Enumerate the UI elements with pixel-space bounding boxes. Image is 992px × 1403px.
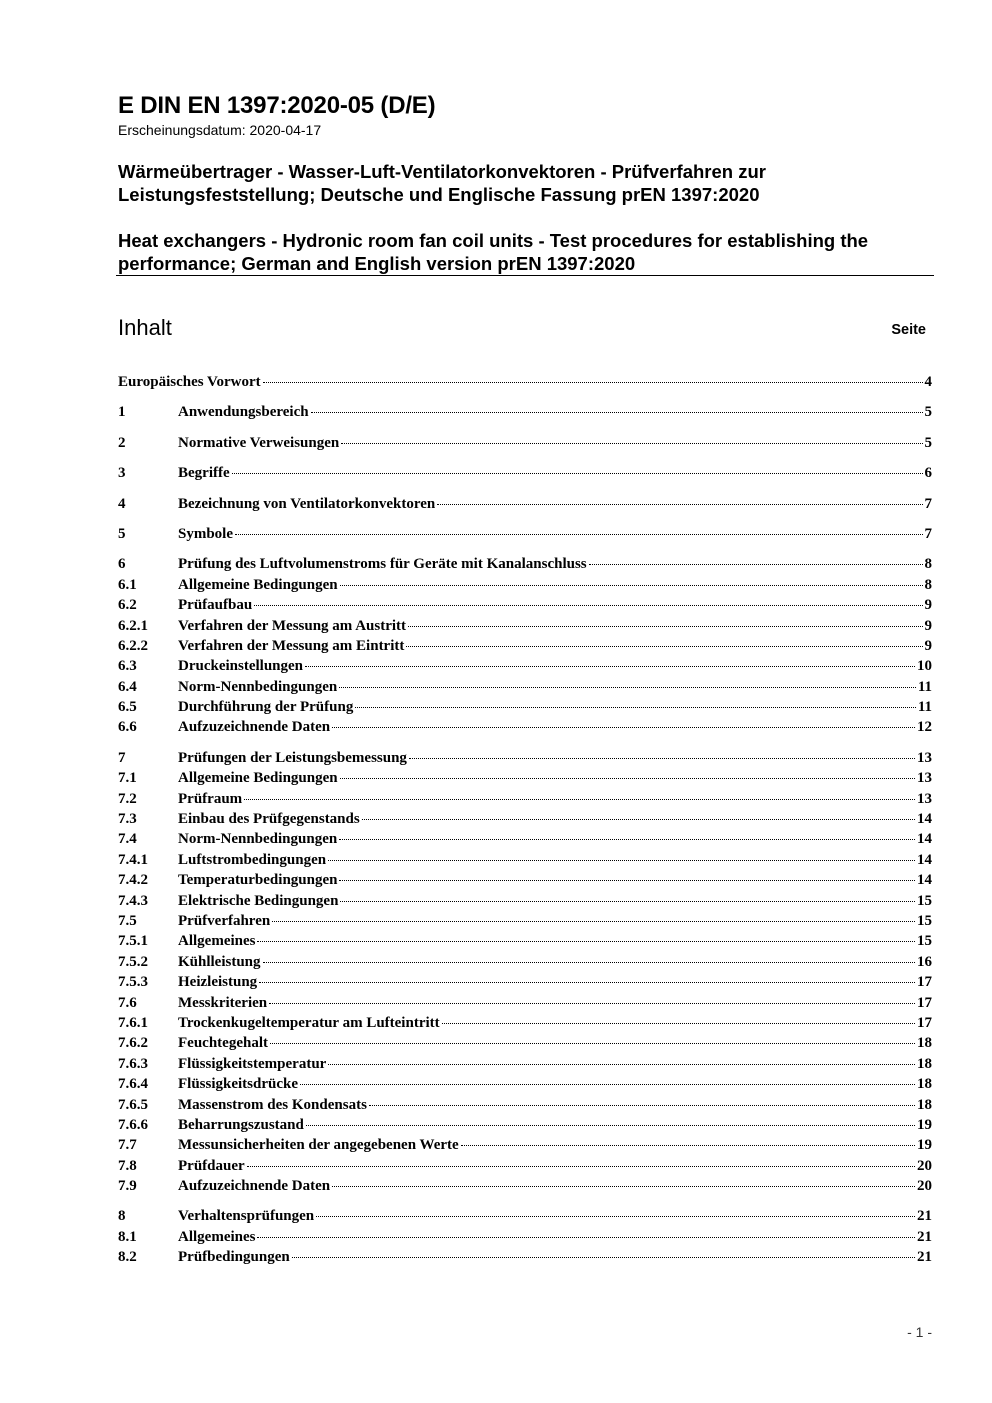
- toc-entry-page: 14: [917, 811, 932, 828]
- dot-leader: [259, 982, 915, 983]
- toc-entry-number: 8: [118, 1208, 126, 1225]
- toc-entry-number: 6.3: [118, 658, 137, 675]
- toc-entry-number: 7.5.3: [118, 974, 148, 991]
- dot-leader: [339, 687, 916, 688]
- toc-entry-page: 11: [917, 699, 932, 716]
- toc-entry-number: 7.7: [118, 1137, 137, 1154]
- page-number: - 1 -: [907, 1324, 932, 1340]
- dot-leader: [316, 1216, 915, 1217]
- toc-entry[interactable]: [118, 1135, 932, 1155]
- toc-entry-title: Bezeichnung von Ventilatorkonvektoren: [178, 495, 436, 512]
- toc-entry[interactable]: [118, 554, 932, 574]
- dot-leader: [461, 1145, 915, 1146]
- toc-entry-title: Allgemeine Bedingungen: [178, 576, 338, 593]
- toc-entry-number: 6.2.2: [118, 637, 148, 654]
- toc-entry-number: 7.6.5: [118, 1096, 148, 1113]
- toc-entry-title: Einbau des Prüfgegenstands: [178, 811, 360, 828]
- toc-entry[interactable]: [118, 595, 932, 615]
- toc-entry[interactable]: [118, 911, 932, 931]
- dot-leader: [340, 778, 915, 779]
- toc-entry[interactable]: [118, 1074, 932, 1094]
- toc-entry-number: 8.1: [118, 1228, 137, 1245]
- dot-leader: [247, 1166, 915, 1167]
- page-column-heading: Seite: [891, 322, 926, 338]
- dot-leader: [306, 1125, 915, 1126]
- toc-entry-page: 4: [924, 374, 932, 390]
- toc-entry-title: Verhaltensprüfungen: [178, 1208, 315, 1225]
- toc-entry-page: 18: [917, 1055, 932, 1072]
- toc-entry-number: 6.5: [118, 699, 137, 716]
- toc-entry-title: Druckeinstellungen: [178, 658, 304, 675]
- toc-entry-page: 13: [917, 790, 932, 807]
- dot-leader: [408, 626, 922, 627]
- dot-leader: [406, 646, 922, 647]
- table-of-contents: [118, 372, 932, 1268]
- toc-entry-page: 11: [917, 678, 932, 695]
- toc-entry-number: 7.5.1: [118, 933, 148, 950]
- dot-leader: [235, 534, 922, 535]
- toc-entry[interactable]: [118, 993, 932, 1013]
- toc-entry-number: 6.2: [118, 597, 137, 614]
- dot-leader: [292, 1257, 915, 1258]
- toc-entry-title: Norm-Nennbedingungen: [178, 678, 338, 695]
- toc-entry-title: Symbole: [178, 525, 234, 542]
- dot-leader: [340, 585, 923, 586]
- dot-leader: [263, 382, 923, 383]
- toc-entry-number: 7.6.4: [118, 1076, 148, 1093]
- toc-entry-page: 9: [924, 637, 932, 654]
- toc-entry-number: 6.1: [118, 576, 137, 593]
- dot-leader: [232, 473, 923, 474]
- toc-entry-page: 18: [917, 1096, 932, 1113]
- toc-entry[interactable]: [118, 748, 932, 768]
- toc-entry-page: 8: [924, 556, 932, 573]
- toc-entry-title: Trockenkugeltemperatur am Lufteintritt: [178, 1014, 440, 1031]
- toc-entry-page: 14: [917, 872, 932, 889]
- toc-entry-page: 15: [917, 912, 932, 929]
- toc-entry-title: Allgemeine Bedingungen: [178, 770, 338, 787]
- toc-entry-page: 18: [917, 1035, 932, 1052]
- toc-entry-number: 5: [118, 525, 126, 542]
- dot-leader: [257, 1237, 915, 1238]
- toc-entry-number: 7.1: [118, 770, 137, 787]
- dot-leader: [311, 412, 923, 413]
- toc-entry-number: 7.3: [118, 811, 137, 828]
- toc-entry[interactable]: [118, 697, 932, 717]
- toc-entry[interactable]: [118, 524, 932, 544]
- dot-leader: [355, 707, 916, 708]
- toc-entry-number: 2: [118, 434, 126, 451]
- toc-entry-title: Flüssigkeitsdrücke: [178, 1076, 299, 1093]
- toc-entry-number: 7.4: [118, 831, 137, 848]
- dot-leader: [369, 1105, 915, 1106]
- dot-leader: [589, 564, 923, 565]
- dot-leader: [270, 1043, 915, 1044]
- toc-entry[interactable]: [118, 575, 932, 595]
- toc-entry[interactable]: [118, 952, 932, 972]
- toc-entry[interactable]: [118, 891, 932, 911]
- toc-entry-number: 7.6.1: [118, 1014, 148, 1031]
- toc-entry[interactable]: [118, 972, 932, 992]
- toc-entry-title: Aufzuzeichnende Daten: [178, 1178, 331, 1195]
- toc-entry-page: 12: [917, 719, 932, 736]
- toc-entry-title: Normative Verweisungen: [178, 434, 340, 451]
- toc-entry-page: 7: [924, 495, 932, 512]
- toc-entry[interactable]: [118, 768, 932, 788]
- toc-entry-number: 7.8: [118, 1157, 137, 1174]
- toc-entry-title: Begriffe: [178, 465, 230, 482]
- toc-entry-page: 9: [924, 597, 932, 614]
- toc-entry-number: 8.2: [118, 1249, 137, 1266]
- toc-entry-page: 21: [917, 1208, 932, 1225]
- release-date: Erscheinungsdatum: 2020-04-17: [118, 122, 322, 138]
- dot-leader: [339, 839, 915, 840]
- toc-entry-number: 7.5: [118, 912, 137, 929]
- toc-entry-title: Norm-Nennbedingungen: [178, 831, 338, 848]
- toc-entry[interactable]: [118, 1033, 932, 1053]
- toc-entry-title: Massenstrom des Kondensats: [178, 1096, 367, 1113]
- toc-entry-title: Europäisches Vorwort: [118, 374, 261, 390]
- dot-leader: [305, 666, 915, 667]
- toc-entry[interactable]: [118, 656, 932, 676]
- toc-entry-page: 17: [917, 994, 932, 1011]
- toc-entry-number: 7.6.3: [118, 1055, 148, 1072]
- toc-entry-page: 13: [917, 770, 932, 787]
- toc-entry-title: Prüfverfahren: [178, 912, 271, 929]
- toc-entry[interactable]: [118, 402, 932, 422]
- toc-entry[interactable]: [118, 616, 932, 636]
- toc-entry-page: 17: [917, 1014, 932, 1031]
- toc-entry-page: 19: [917, 1137, 932, 1154]
- dot-leader: [254, 605, 922, 606]
- toc-entry-page: 18: [917, 1076, 932, 1093]
- toc-entry-number: 7.5.2: [118, 953, 148, 970]
- toc-entry-number: 7.6.6: [118, 1116, 148, 1133]
- toc-entry-page: 15: [917, 892, 932, 909]
- dot-leader: [362, 819, 915, 820]
- toc-entry-title: Kühlleistung: [178, 953, 261, 970]
- toc-entry[interactable]: [118, 829, 932, 849]
- toc-entry-title: Prüfraum: [178, 790, 243, 807]
- toc-entry-title: Beharrungszustand: [178, 1116, 304, 1133]
- toc-entry-page: 20: [917, 1178, 932, 1195]
- toc-entry-page: 5: [924, 404, 932, 421]
- dot-leader: [244, 799, 915, 800]
- toc-entry-number: 6.2.1: [118, 617, 148, 634]
- toc-entry-title: Heizleistung: [178, 974, 258, 991]
- toc-entry-title: Prüfungen der Leistungsbemessung: [178, 749, 407, 766]
- toc-entry-title: Anwendungsbereich: [178, 404, 309, 421]
- toc-entry-number: 7: [118, 749, 126, 766]
- toc-entry-title: Prüfdauer: [178, 1157, 245, 1174]
- toc-entry[interactable]: [118, 1054, 932, 1074]
- toc-entry-page: 15: [917, 933, 932, 950]
- toc-entry[interactable]: [118, 1095, 932, 1115]
- toc-entry-number: 4: [118, 495, 126, 512]
- dot-leader: [339, 880, 915, 881]
- toc-entry-number: 3: [118, 465, 126, 482]
- toc-entry-number: 7.4.1: [118, 851, 148, 868]
- toc-entry-page: 8: [924, 576, 932, 593]
- toc-entry[interactable]: [118, 636, 932, 656]
- toc-entry-page: 14: [917, 831, 932, 848]
- toc-entry-number: 7.4.2: [118, 872, 148, 889]
- toc-entry-page: 21: [917, 1249, 932, 1266]
- toc-entry[interactable]: [118, 463, 932, 483]
- toc-entry-number: 6: [118, 556, 126, 573]
- toc-entry[interactable]: [118, 809, 932, 829]
- toc-entry[interactable]: [118, 1013, 932, 1033]
- toc-entry[interactable]: [118, 931, 932, 951]
- dot-leader: [332, 727, 915, 728]
- dot-leader: [328, 860, 915, 861]
- toc-entry-page: 10: [917, 658, 932, 675]
- toc-entry-title: Messkriterien: [178, 994, 268, 1011]
- toc-entry-page: 16: [917, 953, 932, 970]
- toc-entry-title: Prüfaufbau: [178, 597, 253, 614]
- toc-entry-number: 7.6: [118, 994, 137, 1011]
- dot-leader: [300, 1084, 915, 1085]
- toc-entry-title: Allgemeines: [178, 933, 256, 950]
- toc-entry-page: 14: [917, 851, 932, 868]
- toc-entry-number: 6.4: [118, 678, 137, 695]
- toc-entry-page: 19: [917, 1116, 932, 1133]
- toc-heading: Inhalt: [118, 315, 172, 340]
- dot-leader: [442, 1023, 915, 1024]
- document-number: E DIN EN 1397:2020-05 (D/E): [118, 92, 436, 119]
- toc-entry[interactable]: [118, 1206, 932, 1226]
- toc-entry-title: Messunsicherheiten der angegebenen Werte: [178, 1137, 459, 1154]
- toc-entry[interactable]: [118, 1227, 932, 1247]
- toc-entry-title: Allgemeines: [178, 1228, 256, 1245]
- dot-leader: [269, 1003, 915, 1004]
- dot-leader: [409, 758, 915, 759]
- toc-entry[interactable]: [118, 1115, 932, 1135]
- toc-entry[interactable]: [118, 433, 932, 453]
- toc-entry-page: 17: [917, 974, 932, 991]
- toc-entry-page: 9: [924, 617, 932, 634]
- dot-leader: [332, 1186, 915, 1187]
- toc-entry-title: Verfahren der Messung am Eintritt: [178, 637, 405, 654]
- toc-entry-title: Feuchtegehalt: [178, 1035, 268, 1052]
- toc-entry-title: Prüfung des Luftvolumenstroms für Geräte mit Kanalanschluss: [178, 556, 587, 573]
- toc-entry-page: 13: [917, 749, 932, 766]
- toc-entry-title: Luftstrombedingungen: [178, 851, 327, 868]
- toc-entry[interactable]: [118, 850, 932, 870]
- dot-leader: [257, 941, 915, 942]
- toc-entry-page: 5: [924, 434, 932, 451]
- title-german: Wärmeübertrager - Wasser-Luft-Ventilatorkonvektoren - Prüfverfahren zur Leistungsfeststellung; Deutsche und Englische Fassung prEN 1397:2020: [118, 161, 766, 205]
- toc-entry-number: 6.6: [118, 719, 137, 736]
- dot-leader: [437, 504, 922, 505]
- toc-entry-title: Verfahren der Messung am Austritt: [178, 617, 407, 634]
- toc-entry-title: Prüfbedingungen: [178, 1249, 290, 1266]
- toc-entry-title: Temperaturbedingungen: [178, 872, 338, 889]
- toc-entry-title: Aufzuzeichnende Daten: [178, 719, 331, 736]
- toc-entry-number: 7.4.3: [118, 892, 148, 909]
- toc-entry[interactable]: [118, 789, 932, 809]
- dot-leader: [341, 443, 922, 444]
- toc-entry-number: 7.9: [118, 1178, 137, 1195]
- toc-entry-number: 1: [118, 404, 126, 421]
- toc-entry[interactable]: [118, 1247, 932, 1267]
- toc-entry[interactable]: [118, 1156, 932, 1176]
- toc-entry-page: 7: [924, 525, 932, 542]
- dot-leader: [328, 1064, 915, 1065]
- toc-entry[interactable]: [118, 1176, 932, 1196]
- toc-entry-page: 6: [924, 465, 932, 482]
- toc-entry-title: Elektrische Bedingungen: [178, 892, 339, 909]
- toc-entry-title: Flüssigkeitstemperatur: [178, 1055, 327, 1072]
- title-divider: [116, 275, 934, 276]
- toc-entry[interactable]: [118, 494, 932, 514]
- toc-entry-number: 7.2: [118, 790, 137, 807]
- toc-entry[interactable]: [118, 870, 932, 890]
- title-english: Heat exchangers - Hydronic room fan coil units - Test procedures for establishing the performance; German and English version prEN 1397:2020: [118, 230, 869, 274]
- toc-entry-page: 20: [917, 1157, 932, 1174]
- toc-entry-title: Durchführung der Prüfung: [178, 699, 354, 716]
- dot-leader: [340, 901, 915, 902]
- dot-leader: [272, 921, 915, 922]
- toc-entry-number: 7.6.2: [118, 1035, 148, 1052]
- toc-entry[interactable]: [118, 717, 932, 737]
- toc-entry[interactable]: [118, 372, 932, 392]
- dot-leader: [263, 962, 915, 963]
- toc-entry[interactable]: [118, 677, 932, 697]
- toc-entry-page: 21: [917, 1228, 932, 1245]
